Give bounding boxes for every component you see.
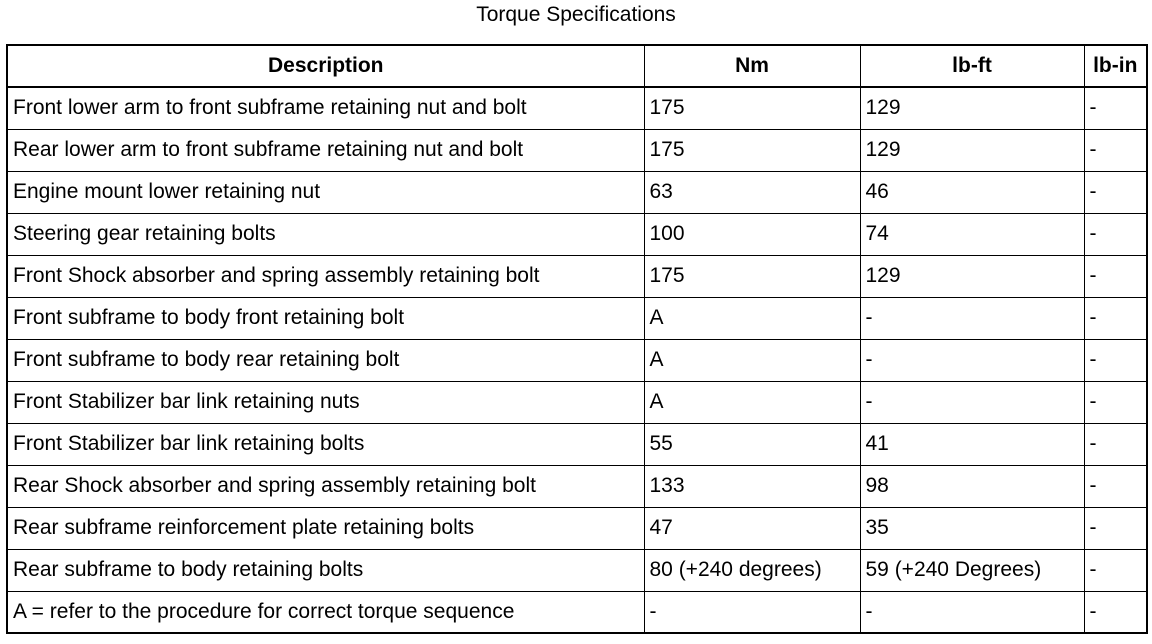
description-cell: Rear subframe reinforcement plate retaining bolts [7,507,644,549]
lb-in-cell: - [1084,255,1147,297]
table-row [7,339,1147,381]
table-row [7,171,1147,213]
nm-cell: 100 [644,213,860,255]
table-row [7,129,1147,171]
description-cell: Steering gear retaining bolts [7,213,644,255]
lb-ft-cell: 41 [860,423,1084,465]
description-cell: Front lower arm to front subframe retaining nut and bolt [7,87,644,129]
table-row [7,297,1147,339]
nm-cell: 175 [644,87,860,129]
header-lb-ft: lb-ft [860,45,1084,87]
description-cell: Rear subframe to body retaining bolts [7,549,644,591]
table-row [7,87,1147,129]
nm-cell: A [644,339,860,381]
nm-cell: 80 (+240 degrees) [644,549,860,591]
table-row [7,507,1147,549]
lb-in-cell: - [1084,507,1147,549]
lb-ft-cell: 129 [860,129,1084,171]
nm-cell: 63 [644,171,860,213]
lb-in-cell: - [1084,171,1147,213]
description-cell: Front Stabilizer bar link retaining nuts [7,381,644,423]
lb-in-cell: - [1084,423,1147,465]
description-cell: Front subframe to body rear retaining bolt [7,339,644,381]
nm-cell: - [644,591,860,633]
header-nm: Nm [644,45,860,87]
lb-ft-cell: 129 [860,87,1084,129]
description-cell: Front subframe to body front retaining bolt [7,297,644,339]
lb-ft-cell: 129 [860,255,1084,297]
lb-in-cell: - [1084,129,1147,171]
table-row [7,381,1147,423]
lb-ft-cell: 46 [860,171,1084,213]
lb-in-cell: - [1084,339,1147,381]
header-description: Description [7,45,644,87]
nm-cell: A [644,381,860,423]
description-cell: Front Shock absorber and spring assembly retaining bolt [7,255,644,297]
nm-cell: 47 [644,507,860,549]
lb-ft-cell: 98 [860,465,1084,507]
nm-cell: 175 [644,255,860,297]
lb-in-cell: - [1084,549,1147,591]
lb-ft-cell: 74 [860,213,1084,255]
lb-ft-cell: - [860,297,1084,339]
lb-ft-cell: 35 [860,507,1084,549]
table-body [7,87,1147,633]
lb-in-cell: - [1084,465,1147,507]
description-cell: A = refer to the procedure for correct torque sequence [7,591,644,633]
header-lb-in: lb-in [1084,45,1147,87]
torque-specifications-table [6,44,1148,634]
lb-ft-cell: - [860,591,1084,633]
table-row [7,423,1147,465]
nm-cell: A [644,297,860,339]
lb-in-cell: - [1084,591,1147,633]
lb-ft-cell: - [860,339,1084,381]
table-header-row [7,45,1147,87]
description-cell: Engine mount lower retaining nut [7,171,644,213]
table-row [7,213,1147,255]
nm-cell: 175 [644,129,860,171]
lb-in-cell: - [1084,213,1147,255]
table-row [7,255,1147,297]
nm-cell: 55 [644,423,860,465]
description-cell: Rear lower arm to front subframe retaining nut and bolt [7,129,644,171]
page-title: Torque Specifications [476,3,676,26]
lb-ft-cell: - [860,381,1084,423]
table-row [7,549,1147,591]
nm-cell: 133 [644,465,860,507]
table-row [7,591,1147,633]
lb-in-cell: - [1084,381,1147,423]
lb-ft-cell: 59 (+240 Degrees) [860,549,1084,591]
lb-in-cell: - [1084,87,1147,129]
description-cell: Front Stabilizer bar link retaining bolts [7,423,644,465]
lb-in-cell: - [1084,297,1147,339]
description-cell: Rear Shock absorber and spring assembly retaining bolt [7,465,644,507]
table-row [7,465,1147,507]
